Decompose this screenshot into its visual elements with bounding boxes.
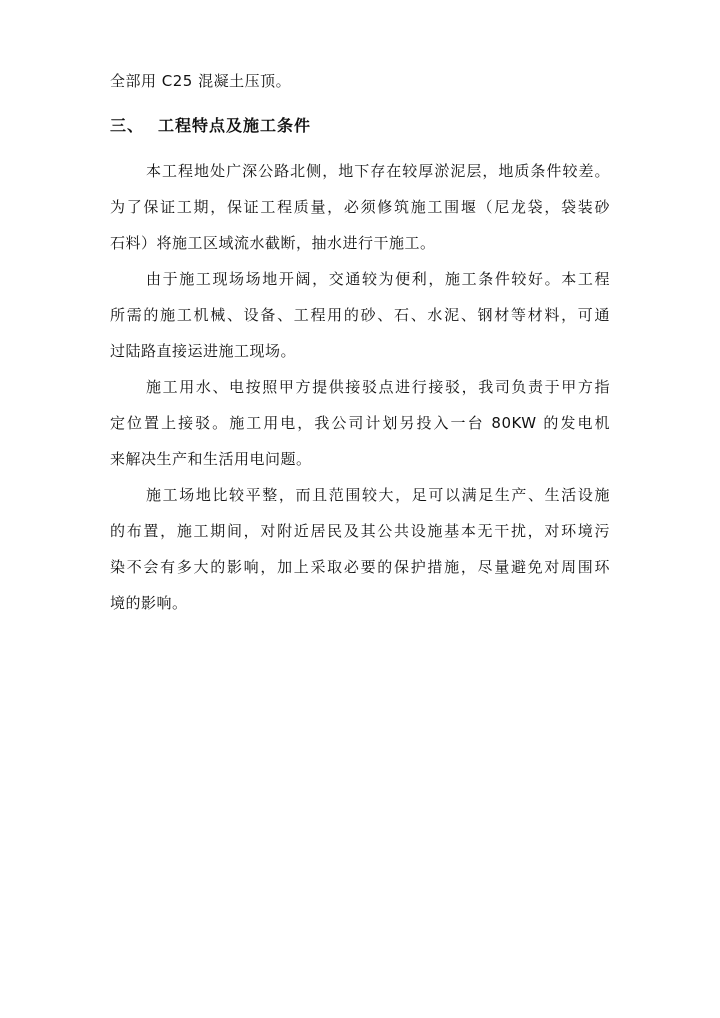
section-number: 三、 xyxy=(110,116,145,135)
section-heading xyxy=(110,114,311,138)
paragraph-line: 为了保证工期，保证工程质量，必须修筑施工围堰（尼龙袋，袋装砂 xyxy=(110,198,610,216)
paragraph-line: 施工用水、电按照甲方提供接驳点进行接驳，我司负责于甲方指 xyxy=(146,378,610,396)
paragraph-line: 定位置上接驳。施工用电，我公司计划另投入一台 80KW 的发电机 xyxy=(110,414,610,432)
section-title: 工程特点及施工条件 xyxy=(158,116,312,135)
paragraph-line: 境的影响。 xyxy=(110,594,188,612)
paragraph-line: 过陆路直接运进施工现场。 xyxy=(110,342,297,360)
paragraph-line: 来解决生产和生活用电问题。 xyxy=(110,450,312,468)
paragraph-line: 染不会有多大的影响，加上采取必要的保护措施，尽量避免对周围环 xyxy=(110,558,610,576)
paragraph-line: 本工程地处广深公路北侧，地下存在较厚淤泥层，地质条件较差。 xyxy=(146,162,610,180)
intro-line: 全部用 C25 混凝土压顶。 xyxy=(110,72,292,90)
paragraph-line: 施工场地比较平整，而且范围较大，足可以满足生产、生活设施 xyxy=(146,486,610,504)
paragraph-line: 所需的施工机械、设备、工程用的砂、石、水泥、钢材等材料，可通 xyxy=(110,306,610,324)
paragraph-line: 由于施工现场场地开阔，交通较为便利，施工条件较好。本工程 xyxy=(146,270,610,288)
paragraph-line: 的布置，施工期间，对附近居民及其公共设施基本无干扰，对环境污 xyxy=(110,522,610,540)
paragraph-line: 石料）将施工区域流水截断，抽水进行干施工。 xyxy=(110,234,436,252)
